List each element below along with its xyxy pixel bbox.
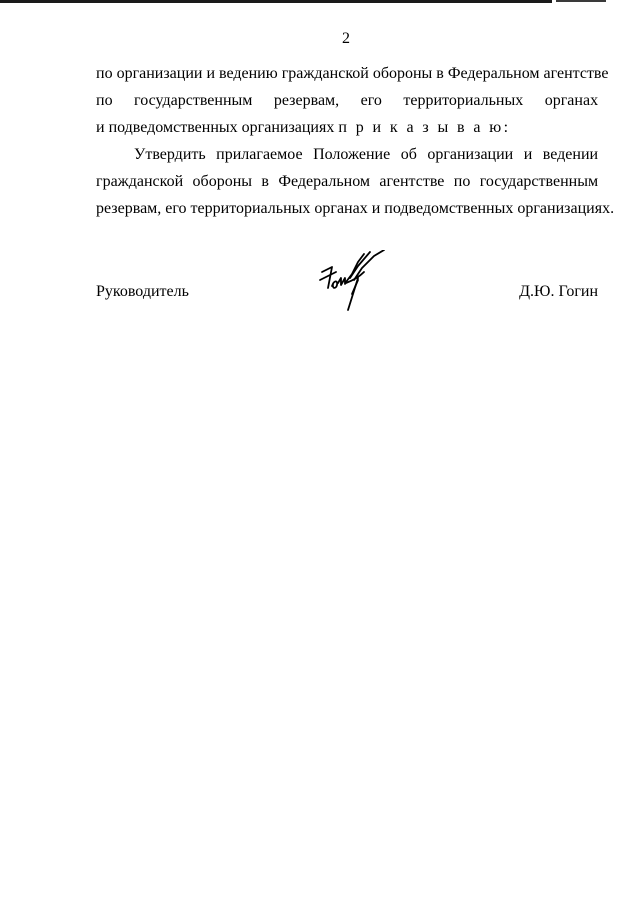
- handwritten-signature-icon: [318, 250, 394, 314]
- scan-edge-line-right: [556, 0, 606, 2]
- intro-line-1: по организации и ведению гражданской обороны в Федеральном агентстве: [96, 65, 609, 82]
- decision-word: государственным: [479, 173, 599, 190]
- intro-word: государственным: [134, 92, 253, 109]
- intro-line-3-suffix: :: [503, 119, 509, 136]
- decision-word: прилагаемое: [216, 146, 303, 163]
- intro-line-3: [96, 114, 598, 141]
- signer-title: Руководитель: [96, 283, 189, 300]
- decision-paragraph: [96, 141, 615, 222]
- order-word: п р и к а з ы в а ю: [338, 119, 504, 136]
- decision-word: по: [453, 173, 471, 190]
- decision-word: обороны: [192, 173, 252, 190]
- decision-word: организации: [427, 146, 514, 163]
- decision-word: об: [400, 146, 417, 163]
- intro-word: органах: [544, 92, 599, 109]
- decision-line-1: [96, 141, 598, 168]
- decision-line-3: резервам, его территориальных органах и подведомственных организациях.: [96, 200, 615, 217]
- decision-line-2: [96, 168, 598, 195]
- decision-word: Утвердить: [134, 146, 206, 163]
- decision-word: Федеральном: [278, 173, 371, 190]
- intro-word: территориальных: [403, 92, 524, 109]
- decision-word: в: [261, 173, 269, 190]
- decision-word: агентстве: [379, 173, 445, 190]
- intro-word: резервам,: [273, 92, 340, 109]
- decision-word: Положение: [313, 146, 391, 163]
- scan-edge-line: [0, 0, 552, 3]
- intro-word: по: [96, 92, 113, 109]
- intro-word: его: [360, 92, 382, 109]
- signer-name: Д.Ю. Гогин: [519, 283, 598, 300]
- intro-line-2: [96, 87, 598, 114]
- page-number: 2: [342, 30, 350, 47]
- intro-paragraph: [96, 60, 609, 141]
- decision-word: ведении: [542, 146, 599, 163]
- intro-line-3-prefix: и подведомственных организациях: [96, 119, 339, 136]
- decision-word: гражданской: [96, 173, 184, 190]
- decision-word: и: [523, 146, 533, 163]
